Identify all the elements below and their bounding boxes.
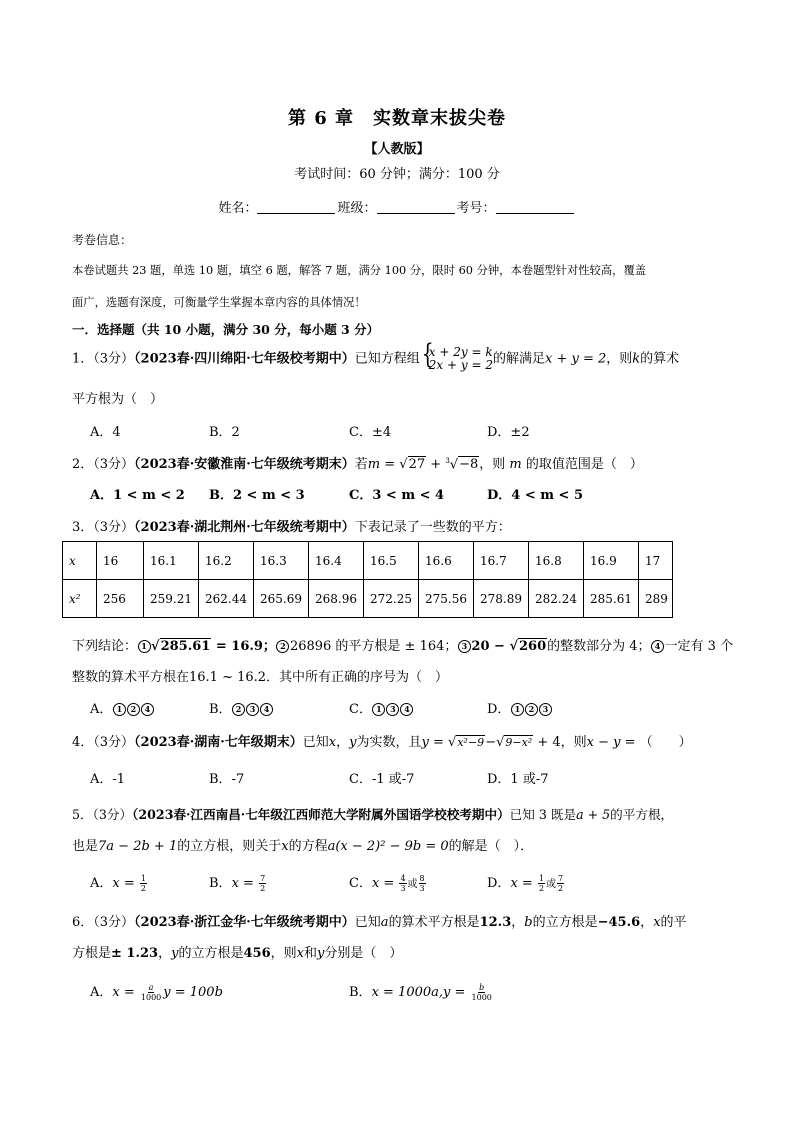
exam-time: 考试时间：60 分钟；满分：100 分 xyxy=(294,167,500,182)
table-cell: 16.1 xyxy=(144,542,199,580)
option-label: D． xyxy=(487,702,511,717)
q3-text: 26896 的平方根是 ± 164； xyxy=(289,639,458,654)
q2-var: m xyxy=(509,457,522,472)
circled-number-4: 4 xyxy=(651,640,664,653)
denominator: 2 xyxy=(538,884,545,893)
table-cell: 16.3 xyxy=(254,542,309,580)
q5-text: 的立方根，则关于 xyxy=(177,839,282,854)
table-cell: x xyxy=(63,542,97,580)
q5-number: 5．（3分） xyxy=(72,807,133,822)
page-title: 第 6 章 实数章末拔尖卷 xyxy=(287,108,507,129)
numerator: 4 xyxy=(400,874,406,883)
q6-text: 的算术平方根是 xyxy=(388,915,480,930)
question-2-line-1 xyxy=(72,453,643,472)
q2-option-a[interactable]: A．1 < m < 2 xyxy=(90,488,185,503)
x-eq: x = xyxy=(112,985,139,1000)
q4-option-a[interactable]: A．-1 xyxy=(90,772,126,787)
q6-var: b xyxy=(524,915,533,930)
circled-number-2: 2 xyxy=(127,703,140,716)
q6-text: ，则 xyxy=(270,946,297,961)
q1-equation-system xyxy=(420,346,493,372)
fraction xyxy=(399,874,406,893)
question-3-conclusions-line-1 xyxy=(72,635,733,654)
q1-text: ，则 xyxy=(606,351,633,367)
denominator: 1000 xyxy=(140,993,162,1002)
q2-radicand-1: 27 xyxy=(408,457,426,472)
q3-option-c[interactable] xyxy=(349,698,414,717)
q1-var: k xyxy=(632,351,641,367)
table-cell: 16.4 xyxy=(309,542,364,580)
q6-text: 的平 xyxy=(660,915,687,930)
q6-text: 方根是 xyxy=(72,946,112,961)
fraction xyxy=(419,874,426,893)
q3-option-d[interactable] xyxy=(487,698,552,717)
circled-number-3: 3 xyxy=(458,640,471,653)
table-cell: 278.89 xyxy=(474,580,529,618)
table-cell: 16.5 xyxy=(364,542,419,580)
numerator: a xyxy=(148,983,154,992)
q2-sqrt-27: √27 xyxy=(399,457,426,472)
table-cell: 16.8 xyxy=(529,542,584,580)
circled-number-1: 1 xyxy=(113,703,126,716)
name-blank[interactable] xyxy=(257,201,335,214)
q6-text: 的立方根是 xyxy=(178,946,244,961)
q3-text: 20 − xyxy=(471,639,510,654)
q4-text: + 4，则 xyxy=(533,735,587,750)
x-eq: x = xyxy=(231,876,259,891)
info-line-1: 本卷试题共 23 题，单选 10 题，填空 6 题，解答 7 题，满分 100 分，限时 60 分钟，本卷题型针对性较高，覆盖 xyxy=(72,264,647,277)
info-line-2: 面广，选题有深度，可衡量学生掌握本章内容的具体情况！ xyxy=(72,296,366,309)
option-label: A． xyxy=(90,702,113,717)
q1-number: 1．（3分） xyxy=(72,351,135,367)
table-cell: 16.2 xyxy=(199,542,254,580)
q5-var: x xyxy=(281,839,289,854)
question-4-line-1: 4．（3分）（2023春·湖南·七年级期末）已知x，y为实数，且y = √x²−9−√9−x² + 4，则x − y = （ ） xyxy=(72,735,692,750)
q2-source: （2023春·安徽淮南·七年级统考期末） xyxy=(134,457,355,472)
numerator: 7 xyxy=(558,874,564,883)
section-choice-title: 一．选择题（共 10 小题，满分 30 分，每小题 3 分） xyxy=(72,322,380,337)
table-cell: 16.6 xyxy=(419,542,474,580)
q2-var: m xyxy=(367,457,381,472)
q5-option-d[interactable] xyxy=(487,872,565,893)
q2-option-c[interactable]: C．3 < m < 4 xyxy=(349,488,445,503)
q6-text: 已知 xyxy=(354,915,381,930)
q1-text: 已知方程组 xyxy=(354,351,420,367)
q6-var: x xyxy=(296,946,304,961)
circled-number-3: 3 xyxy=(386,703,399,716)
q4-minus: − xyxy=(485,735,497,750)
question-3-line-1 xyxy=(72,516,511,535)
question-3-conclusions-line-2: 整数的算术平方根在16.1 ~ 16.2．其中所有正确的序号为（ ） xyxy=(72,670,449,685)
q5-equation: a(x − 2)² − 9b = 0 xyxy=(327,839,449,854)
q3-option-a[interactable] xyxy=(90,698,154,717)
fraction xyxy=(557,874,564,893)
q3-sqrt: √260 xyxy=(509,639,547,654)
q3-text: 一定有 3 个 xyxy=(664,639,734,654)
q5-option-a[interactable] xyxy=(90,872,148,893)
denominator: 2 xyxy=(140,884,146,893)
question-1-line-1 xyxy=(72,346,679,372)
question-6-line-1 xyxy=(72,911,687,930)
class-blank[interactable] xyxy=(377,201,455,214)
q5-text: 的方程 xyxy=(288,839,328,854)
y-eq: y = 100b xyxy=(163,985,223,1000)
or-text: 或 xyxy=(546,879,557,890)
table-cell: 17 xyxy=(639,542,673,580)
q6-var: a xyxy=(380,915,389,930)
q5-text: 的解是（ ）． xyxy=(448,839,534,854)
fraction xyxy=(259,874,266,893)
x-eq: x = xyxy=(510,876,537,891)
q6-option-a[interactable] xyxy=(90,981,223,1002)
numerator: 7 xyxy=(260,874,266,883)
option-label: A． xyxy=(90,876,113,891)
fraction xyxy=(140,874,147,893)
option-label: A． xyxy=(90,985,113,1000)
circled-number-4: 4 xyxy=(260,703,273,716)
name-label: 姓名： xyxy=(218,201,258,216)
table-row-x xyxy=(63,542,673,580)
q6-source: （2023春·浙江金华·七年级统考期中） xyxy=(134,915,355,930)
q6-var: y xyxy=(171,946,179,961)
circled-number-2: 2 xyxy=(525,703,538,716)
q6-value: 12.3 xyxy=(479,915,512,930)
q6-option-b[interactable] xyxy=(349,981,494,1002)
q4-text: 已知 xyxy=(302,735,329,750)
option-label: C． xyxy=(349,702,372,717)
question-1-line-2: 平方根为（ ） xyxy=(72,392,164,407)
option-label: B． xyxy=(209,876,232,891)
numerator: 8 xyxy=(419,874,425,883)
table-row-x-squared xyxy=(63,580,673,618)
xy-eq: x = 1000a,y = xyxy=(371,985,470,1000)
q2-eq: = xyxy=(380,457,400,472)
q1-condition: x + y = 2 xyxy=(545,351,607,367)
fraction xyxy=(538,874,545,893)
q4-text: （ ） xyxy=(639,735,692,750)
q3-radicand: 285.61 xyxy=(160,639,211,654)
q1-option-a[interactable]: A．4 xyxy=(90,425,121,440)
info-label: 考卷信息： xyxy=(72,233,133,247)
table-cell: 16 xyxy=(97,542,144,580)
or-text: 或 xyxy=(407,879,418,890)
q3-text: 的整数部分为 4； xyxy=(547,639,651,654)
question-5-line-1 xyxy=(72,804,673,823)
table-cell: 285.61 xyxy=(584,580,639,618)
q4-option-d[interactable]: D．1 或-7 xyxy=(487,772,549,787)
q1-option-b[interactable]: B．2 xyxy=(209,425,240,440)
q4-option-b[interactable]: B．-7 xyxy=(209,772,245,787)
q6-text: 的立方根是 xyxy=(532,915,598,930)
q1-option-d[interactable]: D．±2 xyxy=(487,425,530,440)
q5-option-b[interactable] xyxy=(209,872,267,893)
q6-var: x xyxy=(653,915,661,930)
q6-var: y xyxy=(317,946,325,961)
question-5-line-2 xyxy=(72,835,533,854)
circled-number-1: 1 xyxy=(372,703,385,716)
q6-text: 分别是（ ） xyxy=(324,946,403,961)
q5-expr: 7a − 2b + 1 xyxy=(98,839,178,854)
table-cell: 16.7 xyxy=(474,542,529,580)
q3-number: 3．（3分） xyxy=(72,520,135,535)
q6-value: −45.6 xyxy=(597,915,641,930)
table-cell: 275.56 xyxy=(419,580,474,618)
q1-eq1: { x + 2y = k xyxy=(428,345,493,359)
q4-number: 4．（3分） xyxy=(72,735,135,750)
table-cell: 272.25 xyxy=(364,580,419,618)
option-label: B． xyxy=(349,985,372,1000)
denominator: 2 xyxy=(260,884,266,893)
x-eq: x = xyxy=(112,876,139,891)
q1-option-c[interactable]: C．±4 xyxy=(349,425,392,440)
q1-text: 的算术 xyxy=(640,351,680,367)
numerator: 1 xyxy=(538,874,545,883)
option-label: D． xyxy=(487,876,511,891)
q3-radicand: 260 xyxy=(519,639,547,654)
table-cell: 289 xyxy=(639,580,673,618)
option-label: B． xyxy=(209,702,232,717)
circled-number-4: 4 xyxy=(141,703,154,716)
number-label: 考号： xyxy=(456,201,496,216)
q4-radicand-1: x²−9 xyxy=(457,736,485,749)
q6-text: ， xyxy=(158,946,172,961)
denominator: 3 xyxy=(419,884,425,893)
q2-number: 2．（3分） xyxy=(72,457,135,472)
q5-text: 也是 xyxy=(72,839,99,854)
q4-text: ， xyxy=(336,735,350,750)
q6-text: ， xyxy=(640,915,654,930)
option-label: C． xyxy=(349,876,372,891)
student-info-line xyxy=(0,197,794,216)
circled-number-1: 1 xyxy=(511,703,524,716)
q6-text: ， xyxy=(511,915,525,930)
q5-option-c[interactable] xyxy=(349,872,427,893)
circled-number-2: 2 xyxy=(276,640,289,653)
q2-text: ，则 xyxy=(479,457,510,472)
q6-value: 456 xyxy=(243,946,271,961)
table-cell: 265.69 xyxy=(254,580,309,618)
circled-number-1: 1 xyxy=(138,640,151,653)
numerator: 1 xyxy=(140,874,146,883)
q3-text: = 16.9； xyxy=(211,639,276,654)
table-cell: 16.9 xyxy=(584,542,639,580)
table-cell: 259.21 xyxy=(144,580,199,618)
circled-number-2: 2 xyxy=(232,703,245,716)
q2-root-index: 3 xyxy=(445,456,450,465)
circled-number-4: 4 xyxy=(400,703,413,716)
q1-source: （2023春·四川绵阳·七年级校考期中） xyxy=(134,351,355,367)
q2-text: 的取值范围是（ ） xyxy=(521,457,643,472)
fraction xyxy=(471,983,493,1002)
q4-text: 为实数，且 xyxy=(356,735,422,750)
table-cell: 268.96 xyxy=(309,580,364,618)
circled-number-3: 3 xyxy=(246,703,259,716)
table-cell: 282.24 xyxy=(529,580,584,618)
class-label: 班级： xyxy=(337,201,377,216)
q2-option-b[interactable]: B．2 < m < 3 xyxy=(209,488,305,503)
fraction xyxy=(140,983,162,1002)
q3-option-b[interactable] xyxy=(209,698,274,717)
q3-source: （2023春·湖北荆州·七年级统考期中） xyxy=(134,520,355,535)
q2-cbrt-neg8: $^3$√−8 xyxy=(445,456,479,472)
q1-text: 的解满足 xyxy=(492,351,545,367)
squares-table xyxy=(62,541,673,618)
denominator: 3 xyxy=(400,884,406,893)
q4-radicand-2: 9−x² xyxy=(505,736,533,749)
numerator: b xyxy=(479,983,485,992)
q6-value: ± 1.23 xyxy=(111,946,159,961)
q1-eq2: 2x + y = 2 xyxy=(428,358,493,372)
q4-option-c[interactable]: C．-1 或-7 xyxy=(349,772,415,787)
q6-number: 6．（3分） xyxy=(72,915,135,930)
denominator: 2 xyxy=(558,884,564,893)
question-6-line-2 xyxy=(72,942,402,961)
table-cell: 262.44 xyxy=(199,580,254,618)
q3-text: 下表记录了一些数的平方： xyxy=(354,520,511,535)
table-cell: x² xyxy=(63,580,97,618)
q5-source: （2023春·江西南昌·七年级江西师范大学附属外国语学校校考期中） xyxy=(132,807,510,822)
table-cell: 256 xyxy=(97,580,144,618)
circled-number-3: 3 xyxy=(539,703,552,716)
number-blank[interactable] xyxy=(496,201,574,214)
q4-sqrt-2: √9−x² xyxy=(496,735,533,750)
q3-text: 下列结论： xyxy=(72,639,138,654)
q4-sqrt-1: √x²−9 xyxy=(448,735,485,750)
q2-plus: + xyxy=(426,457,446,472)
q3-sqrt: √285.61 xyxy=(151,639,211,654)
edition-label: 【人教版】 xyxy=(364,142,430,157)
q6-text: 和 xyxy=(304,946,318,961)
q4-expr: x − y = xyxy=(586,735,640,750)
q2-option-d[interactable]: D．4 < m < 5 xyxy=(487,488,584,503)
q4-source: （2023春·湖南·七年级期末） xyxy=(134,735,303,750)
q2-radicand-2: −8 xyxy=(459,457,479,472)
q2-text: 若 xyxy=(354,457,368,472)
x-eq: x = xyxy=(371,876,399,891)
q5-text: 的平方根， xyxy=(610,807,674,822)
q5-expr: a + 5 xyxy=(576,807,611,822)
q4-y-eq: y = xyxy=(421,735,449,750)
denominator: 1000 xyxy=(471,993,492,1002)
q5-text: 已知 3 既是 xyxy=(509,807,577,822)
